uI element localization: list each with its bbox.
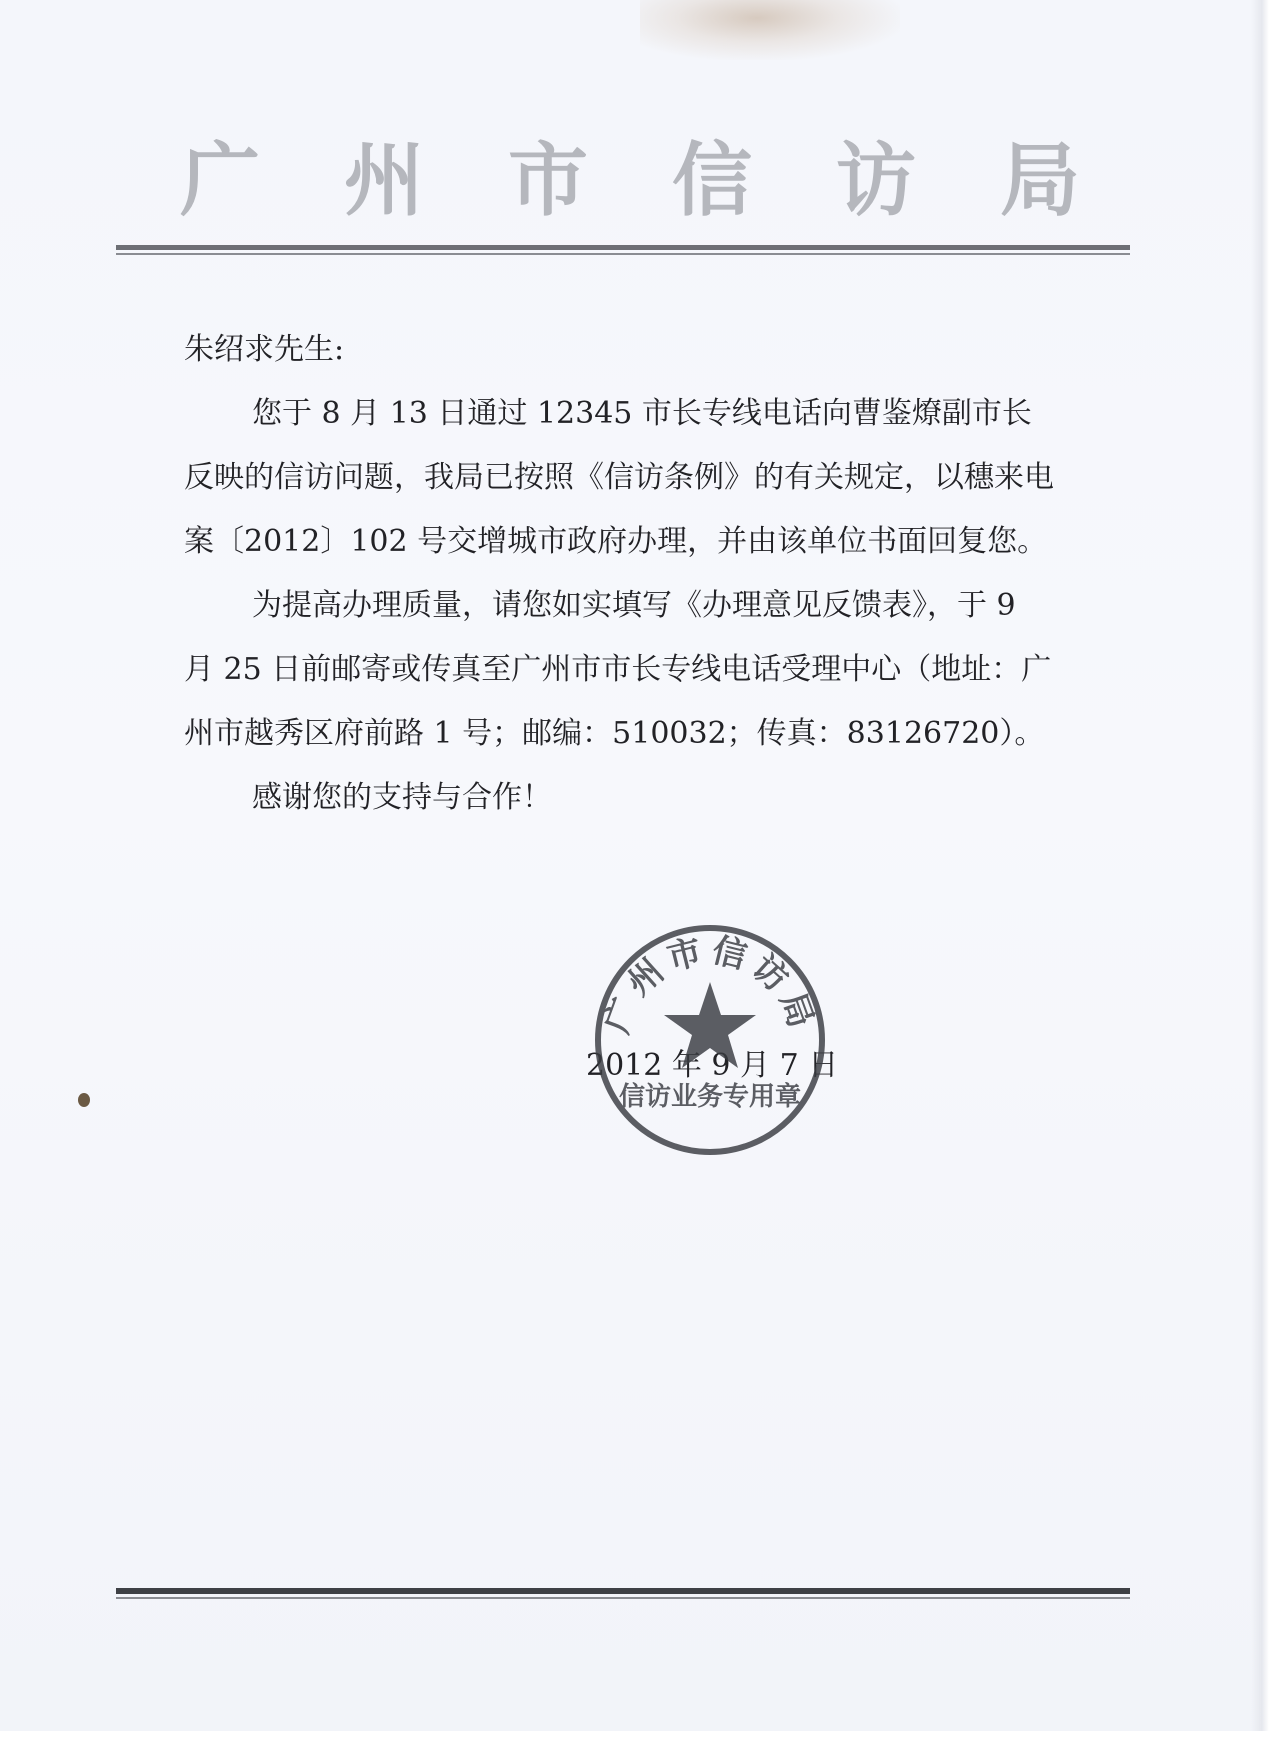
- letterhead-char: 信: [672, 133, 752, 227]
- letterhead-char: 局: [1000, 133, 1080, 227]
- letterhead-char: 访: [836, 133, 916, 227]
- paragraph: 为提高办理质量，请您如实填写《办理意见反馈表》，于 9 月 25 日前邮寄或传真至广州市市长专线电话受理中心（地址：广州市越秀区府前路 1 号；邮编：510032；传真：83126720）。: [184, 588, 1052, 751]
- official-seal: [590, 920, 830, 1160]
- letter-date: 2012 年 9 月 7 日: [586, 1048, 839, 1083]
- footer-rule: [116, 1588, 1130, 1599]
- letterhead-title: [180, 133, 1080, 227]
- paper-spot: [78, 1093, 90, 1107]
- paragraph: 您于 8 月 13 日通过 12345 市长专线电话向曹鉴燎副市长反映的信访问题，我局已按照《信访条例》的有关规定，以穗来电案〔2012〕102 号交增城市政府办理，并由该单位书面回复您。: [184, 396, 1054, 559]
- closing-line: 感谢您的支持与合作！: [252, 780, 552, 815]
- seal-star-icon: [664, 982, 756, 1068]
- page-edge-bottom: [0, 1731, 1269, 1743]
- svg-text:广州市信访局: 广州市信访局: [596, 930, 824, 1039]
- page-edge: [1251, 0, 1269, 1743]
- letter-body: [184, 318, 1054, 830]
- svg-text:信访业务专用章: 信访业务专用章: [618, 1082, 802, 1112]
- letterhead-rule: [116, 245, 1130, 255]
- letterhead-char: 州: [344, 133, 424, 227]
- letterhead-char: 广: [180, 133, 260, 227]
- salutation: 朱绍求先生:: [184, 332, 345, 367]
- letterhead-char: 市: [508, 133, 588, 227]
- paper-stain: [640, 0, 900, 60]
